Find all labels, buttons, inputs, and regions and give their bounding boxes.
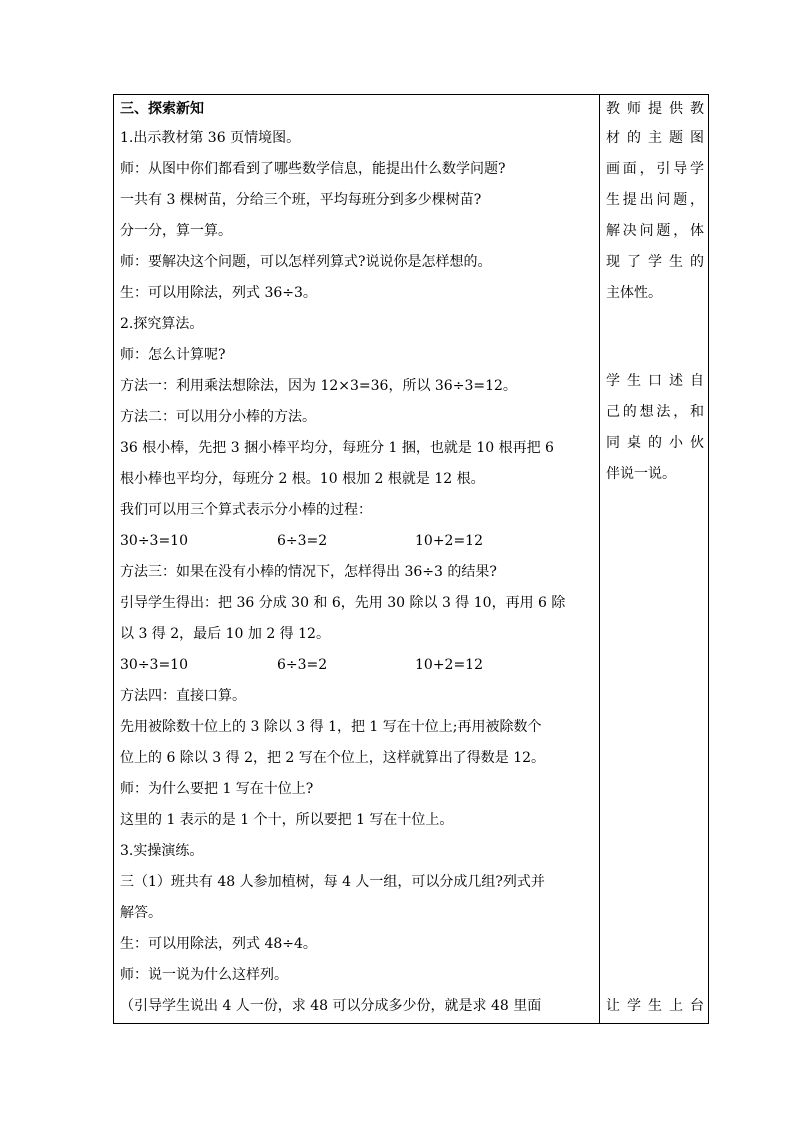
text-line: 根小棒也平均分，每班分 2 根。10 根加 2 根就是 12 根。 [120,471,485,487]
equation: 10+2=12 [415,657,483,673]
text-line: 我们可以用三个算式表示分小棒的过程： [120,502,372,518]
note-line: 解决问题，体 [606,223,704,239]
text-line: （引导学生说出 4 人一份，求 48 可以分成多少份，就是求 48 里面 [120,998,542,1014]
note-line: 学生口述自 [606,373,704,389]
text-line: 师：说一说为什么这样列。 [120,967,288,983]
text-line: 方法二：可以用分小棒的方法。 [120,409,316,425]
note-line: 生提出问题， [606,192,704,208]
section-title: 三、探索新知 [120,101,204,117]
column-divider [599,95,600,1023]
text-line: 师：从图中你们都看到了哪些数学信息，能提出什么数学问题? [120,161,506,177]
text-line: 方法四：直接口算。 [120,688,246,704]
note-line: 画面，引导学 [606,161,704,177]
text-line: 方法一：利用乘法想除法，因为 12×3=36，所以 36÷3=12。 [120,378,517,394]
text-line: 生：可以用除法，列式 36÷3。 [120,285,317,301]
note-line: 教师提供教 [606,101,704,117]
note-line: 伴说一说。 [606,466,676,482]
equation: 30÷3=10 [120,533,188,549]
text-line: 生：可以用除法，列式 48÷4。 [120,936,317,952]
text-line: 引导学生得出：把 36 分成 30 和 6，先用 30 除以 3 得 10，再用 6 除 [120,595,566,611]
text-line: 以 3 得 2，最后 10 加 2 得 12。 [120,626,330,642]
text-line: 2.探究算法。 [120,316,204,332]
text-line: 3.实操演练。 [120,843,204,859]
note-line: 现了学生的 [606,254,704,270]
note-line: 同桌的小伙 [606,435,704,451]
text-line: 分一分，算一算。 [120,223,232,239]
text-line: 方法三：如果在没有小棒的情况下，怎样得出 36÷3 的结果? [120,564,497,580]
text-line: 36 根小棒，先把 3 捆小棒平均分，每班分 1 捆，也就是 10 根再把 6 [120,440,554,456]
text-line: 位上的 6 除以 3 得 2，把 2 写在个位上，这样就算出了得数是 12。 [120,750,546,766]
note-line: 己的想法，和 [606,404,704,420]
text-line: 先用被除数十位上的 3 除以 3 得 1，把 1 写在十位上;再用被除数个 [120,719,542,735]
equation: 30÷3=10 [120,657,188,673]
text-line: 一共有 3 棵树苗，分给三个班，平均每班分到多少棵树苗? [120,192,482,208]
text-line: 师：为什么要把 1 写在十位上? [120,781,314,797]
text-line: 1.出示教材第 36 页情境图。 [120,130,301,146]
text-line: 师：要解决这个问题，可以怎样列算式?说说你是怎样想的。 [120,254,492,270]
text-line: 这里的 1 表示的是 1 个十，所以要把 1 写在十位上。 [120,812,454,828]
equation: 10+2=12 [415,533,483,549]
note-line: 材的主题图 [606,130,704,146]
note-line: 主体性。 [606,285,662,301]
lesson-plan-table [113,94,709,1024]
equation: 6÷3=2 [277,657,328,673]
text-line: 解答。 [120,905,162,921]
note-line: 让学生上台 [606,998,704,1014]
text-line: 三（1）班共有 48 人参加植树，每 4 人一组，可以分成几组?列式并 [120,874,545,890]
equation: 6÷3=2 [277,533,328,549]
text-line: 师：怎么计算呢? [120,347,226,363]
